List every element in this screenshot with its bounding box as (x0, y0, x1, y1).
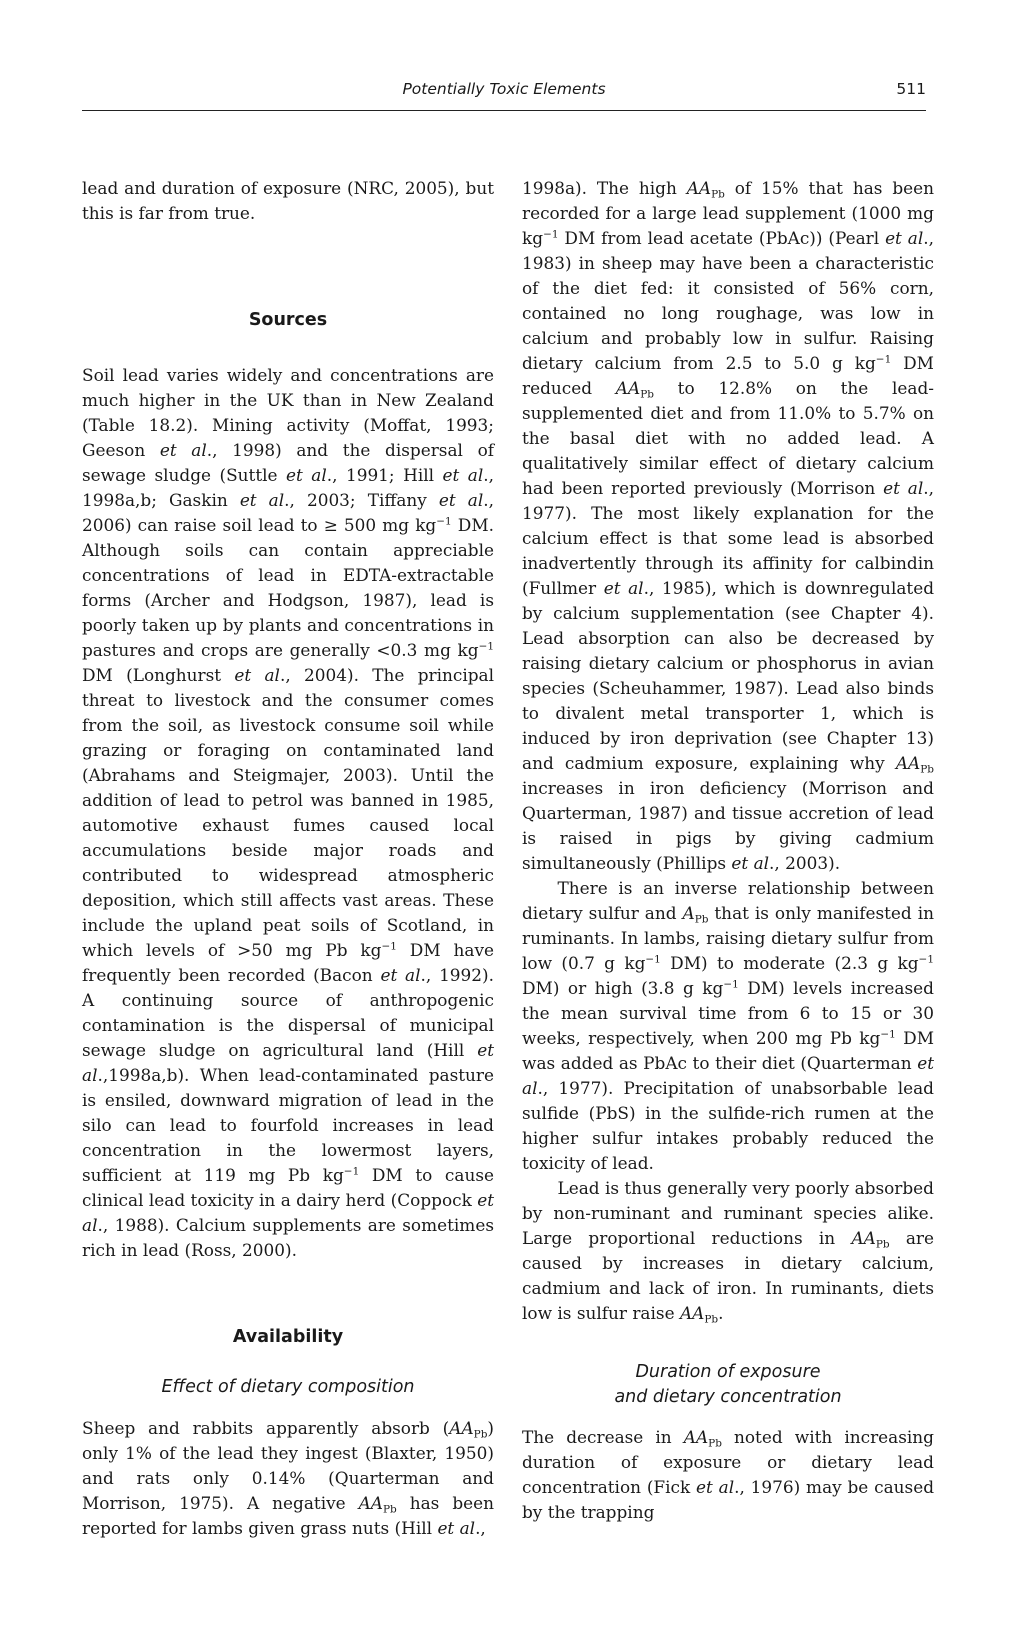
page-number: 511 (896, 80, 926, 98)
header-rule (82, 110, 926, 111)
duration-paragraph: The decrease in $AA_{Pb}$ noted with increasing duration of exposure or dietary lead concentration (Fick et al., 1976) may be caused by the trapping (522, 1427, 935, 1522)
intro-paragraph: lead and duration of exposure (NRC, 2005), but this is far from true. (82, 178, 494, 223)
heading-availability: Availability (232, 1327, 344, 1347)
heading-sources: Sources (248, 310, 328, 330)
summary-paragraph: Lead is thus generally very poorly absorbed by non-ruminant and ruminant species alike. Large proportional reductions in $AA_{Pb}$ are caused by increases in dietary calcium, cadmium and lack of iron. In ruminants, diets low is sulfur raise $AA_{Pb}$. (522, 1178, 934, 1326)
subheading-duration-line2: and dietary concentration (614, 1387, 842, 1407)
availability-paragraph-start: Sheep and rabbits apparently absorb $(AA_{Pb})$ only 1% of the lead they ingest (Blaxter, 1950) and rats only 0.14% (Quarterman and Morrison, 1975). A negative $AA_{Pb}$ has been reported for lambs given grass nuts (Hill et al., (82, 1418, 495, 1538)
sources-paragraph: Soil lead varies widely and concentrations are much higher in the UK than in New Zealand (Table 18.2). Mining activity (Moffat, 1993; Geeson et al., 1998) and the dispersal of sewage sludge (Suttle et al., 1991; Hill et al., 1998a,b; Gaskin et al., 2003; Tiffany et al., 2006) can raise soil lead to ≥ 500 mg $kg^{-1}$ DM. Although soils can contain appreciable concentrations of lead in EDTA-extractable forms (Archer and Hodgson, 1987), lead is poorly taken up by plants and concentrations in pastures and crops are generally <0.3 mg $kg^{-1}$ DM (Longhurst et al., 2004). The principal threat to livestock and the consumer comes from the soil, as livestock consume soil while grazing or foraging on contaminated land (Abrahams and Steigmajer, 2003). Until the addition of lead to petrol was banned in 1985, automotive exhaust fumes caused local accumulations beside major roads and contributed to widespread atmospheric deposition, which still affects vast areas. These include the upland peat soils of Scotland, in which levels of >50 mg Pb $kg^{-1}$ DM have frequently been recorded (Bacon et al., 1992). A continuing source of anthropogenic contamination is the dispersal of municipal sewage sludge on agricultural land (Hill et al.,1998a,b). When lead-contaminated pasture is ensiled, downward migration of lead in the silo can lead to fourfold increases in lead concentration in the lowermost layers, sufficient at 119 mg Pb $kg^{-1}$ DM to cause clinical lead toxicity in a dairy herd (Coppock et al., 1988). Calcium supplements are sometimes rich in lead (Ross, 2000). (82, 365, 495, 1260)
subheading-dietary-composition: Effect of dietary composition (161, 1377, 415, 1397)
running-head-title: Potentially Toxic Elements (402, 80, 606, 98)
right-column (522, 176, 934, 1525)
left-column (82, 176, 494, 1541)
running-head (82, 80, 926, 108)
sulfur-paragraph: There is an inverse relationship between dietary sulfur and $A_{Pb}$ that is only manifested in ruminants. In lambs, raising dietary sulfur from low (0.7 g $kg^{-1}$ DM) to moderate (2.3 g $kg^{-1}$ DM) or high (3.8 g $kg^{-1}$ DM) levels increased the mean survival time from 6 to 15 or 30 weeks, respectively, when 200 mg Pb $kg^{-1}$ DM was added as PbAc to their diet (Quarterman et al., 1977). Precipitation of unabsorbable lead sulfide (PbS) in the sulfide-rich rumen at the higher sulfur intakes probably reduced the toxicity of lead. (522, 878, 934, 1173)
availability-paragraph-continued: 1998a). The high $AA_{Pb}$ of 15% that has been recorded for a large lead supplement (1000 mg $kg^{-1}$ DM from lead acetate (PbAc)) (Pearl et al., 1983) in sheep may have been a characteristic of the diet fed: it consisted of 56% corn, contained no long roughage, was low in calcium and probably low in sulfur. Raising dietary calcium from 2.5 to 5.0 g $kg^{-1}$ DM reduced $AA_{Pb}$ to 12.8% on the lead-supplemented diet and from 11.0% to 5.7% on the basal diet with no added lead. A qualitatively similar effect of dietary calcium had been reported previously (Morrison et al., 1977). The most likely explanation for the calcium effect is that some lead is absorbed inadvertently through its affinity for calbindin (Fullmer et al., 1985), which is downregulated by calcium supplementation (see Chapter 4). Lead absorption can also be decreased by raising dietary calcium or phosphorus in avian species (Scheuhammer, 1987). Lead also binds to divalent metal transporter 1, which is induced by iron deprivation (see Chapter 13) and cadmium exposure, explaining why $AA_{Pb}$ increases in iron deficiency (Morrison and Quarterman, 1987) and tissue accretion of lead is raised in pigs by giving cadmium simultaneously (Phillips et al., 2003). (522, 178, 935, 873)
subheading-duration-line1: Duration of exposure (635, 1362, 821, 1382)
